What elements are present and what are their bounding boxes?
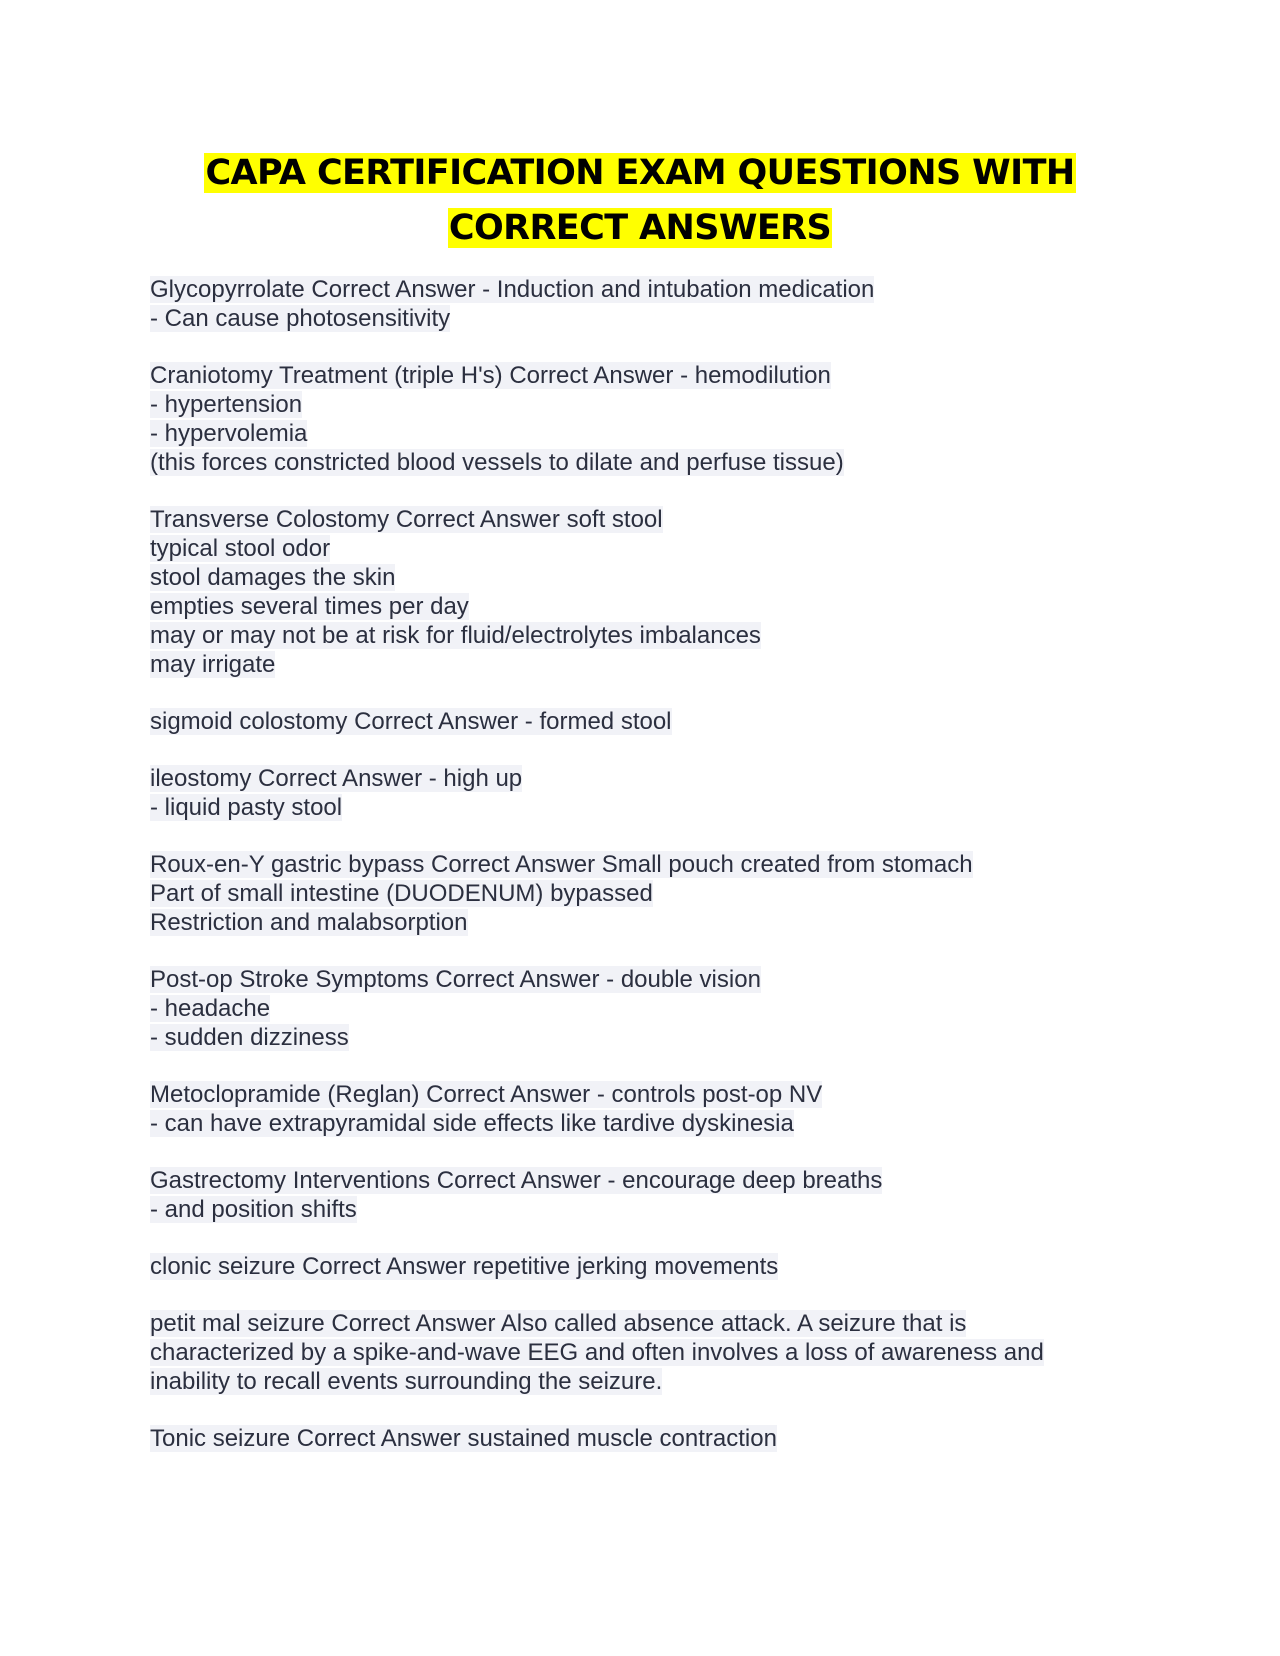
qa-line-text: may or may not be at risk for fluid/electrolytes imbalances: [150, 622, 761, 649]
qa-line-text: Transverse Colostomy Correct Answer soft stool: [150, 506, 663, 533]
qa-line-text: - sudden dizziness: [150, 1024, 349, 1051]
qa-entry-term-line: [150, 1166, 1110, 1195]
qa-entry: [150, 850, 1110, 937]
qa-entry: [150, 1309, 1110, 1396]
qa-line-text: characterized by a spike-and-wave EEG and often involves a loss of awareness and: [150, 1339, 1044, 1366]
qa-entry-term-line: [150, 275, 1110, 304]
qa-entry-term-line: [150, 361, 1110, 390]
qa-entry: [150, 361, 1110, 477]
qa-line-text: clonic seizure Correct Answer repetitive jerking movements: [150, 1253, 779, 1280]
qa-entry: [150, 1080, 1110, 1138]
qa-entry-term-line: [150, 764, 1110, 793]
qa-line-text: Craniotomy Treatment (triple H's) Correct Answer - hemodilution: [150, 362, 831, 389]
qa-line-text: Gastrectomy Interventions Correct Answer - encourage deep breaths: [150, 1167, 883, 1194]
qa-entry-term-line: [150, 965, 1110, 994]
qa-entry-answer-line: [150, 650, 1110, 679]
qa-entry-term-line: [150, 707, 1110, 736]
qa-entry-answer-line: [150, 1367, 1110, 1396]
qa-list: [150, 275, 1110, 1481]
qa-line-text: Roux-en-Y gastric bypass Correct Answer Small pouch created from stomach: [150, 851, 973, 878]
qa-entry-answer-line: [150, 1109, 1110, 1138]
qa-entry-term-line: [150, 850, 1110, 879]
qa-line-text: stool damages the skin: [150, 564, 396, 591]
qa-entry: [150, 1424, 1110, 1453]
qa-line-text: Post-op Stroke Symptoms Correct Answer - double vision: [150, 966, 761, 993]
qa-line-text: may irrigate: [150, 651, 276, 678]
qa-entry-answer-line: [150, 448, 1110, 477]
qa-entry-answer-line: [150, 994, 1110, 1023]
qa-entry-answer-line: [150, 563, 1110, 592]
document-title: [140, 146, 1140, 256]
qa-entry-answer-line: [150, 534, 1110, 563]
qa-entry-term-line: [150, 1252, 1110, 1281]
document-title-text: CAPA CERTIFICATION EXAM QUESTIONS WITH CORRECT ANSWERS: [205, 153, 1075, 248]
qa-entry-answer-line: [150, 419, 1110, 448]
qa-entry: [150, 275, 1110, 333]
qa-entry-answer-line: [150, 390, 1110, 419]
qa-line-text: petit mal seizure Correct Answer Also called absence attack. A seizure that is: [150, 1310, 967, 1337]
qa-entry: [150, 505, 1110, 679]
qa-line-text: sigmoid colostomy Correct Answer - formed stool: [150, 708, 672, 735]
qa-entry-answer-line: [150, 1195, 1110, 1224]
qa-line-text: (this forces constricted blood vessels to dilate and perfuse tissue): [150, 449, 844, 476]
qa-entry-answer-line: [150, 1023, 1110, 1052]
qa-entry: [150, 1166, 1110, 1224]
qa-line-text: - headache: [150, 995, 271, 1022]
qa-entry-answer-line: [150, 621, 1110, 650]
qa-line-text: empties several times per day: [150, 593, 469, 620]
qa-line-text: Metoclopramide (Reglan) Correct Answer - controls post-op NV: [150, 1081, 823, 1108]
qa-line-text: Glycopyrrolate Correct Answer - Induction and intubation medication: [150, 276, 875, 303]
qa-entry: [150, 965, 1110, 1052]
qa-line-text: - hypervolemia: [150, 420, 308, 447]
qa-entry-term-line: [150, 1424, 1110, 1453]
qa-line-text: Part of small intestine (DUODENUM) bypassed: [150, 880, 653, 907]
qa-entry: [150, 707, 1110, 736]
qa-line-text: - hypertension: [150, 391, 303, 418]
qa-line-text: typical stool odor: [150, 535, 331, 562]
qa-entry-term-line: [150, 505, 1110, 534]
qa-line-text: - liquid pasty stool: [150, 794, 343, 821]
qa-entry-answer-line: [150, 793, 1110, 822]
qa-line-text: Tonic seizure Correct Answer sustained muscle contraction: [150, 1425, 777, 1452]
qa-entry-term-line: [150, 1080, 1110, 1109]
qa-entry-term-line: [150, 1309, 1110, 1338]
qa-line-text: Restriction and malabsorption: [150, 909, 468, 936]
qa-entry-answer-line: [150, 1338, 1110, 1367]
qa-line-text: - and position shifts: [150, 1196, 357, 1223]
qa-line-text: inability to recall events surrounding the seizure.: [150, 1368, 663, 1395]
qa-line-text: ileostomy Correct Answer - high up: [150, 765, 523, 792]
qa-entry-answer-line: [150, 592, 1110, 621]
qa-entry-answer-line: [150, 908, 1110, 937]
qa-entry-answer-line: [150, 879, 1110, 908]
qa-line-text: - Can cause photosensitivity: [150, 305, 451, 332]
qa-line-text: - can have extrapyramidal side effects like tardive dyskinesia: [150, 1110, 794, 1137]
qa-entry: [150, 764, 1110, 822]
qa-entry-answer-line: [150, 304, 1110, 333]
qa-entry: [150, 1252, 1110, 1281]
